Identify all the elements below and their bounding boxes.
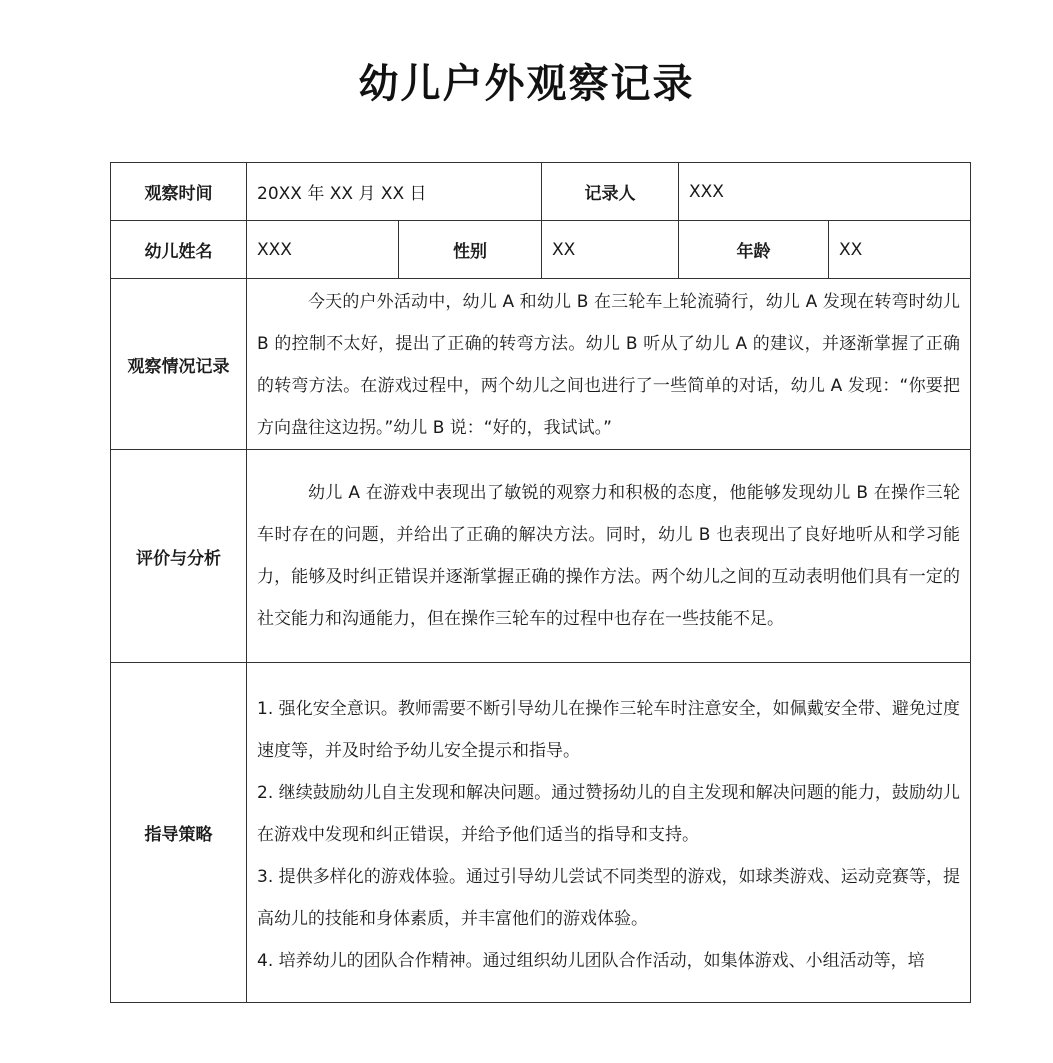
observation-time-label: 观察时间 [111, 163, 247, 221]
observation-record-label: 观察情况记录 [111, 279, 247, 450]
age-value: XX [829, 221, 971, 279]
observation-record-table [110, 162, 971, 1003]
strategy-item-4: 4. 培养幼儿的团队合作精神。通过组织幼儿团队合作活动，如集体游戏、小组活动等，培 [257, 950, 925, 971]
recorder-label: 记录人 [542, 163, 679, 221]
recorder-value: XXX [679, 163, 971, 221]
child-name-label: 幼儿姓名 [111, 221, 247, 279]
child-name-value: XXX [247, 221, 399, 279]
strategy-cell [247, 663, 971, 1003]
table-row-evaluation [111, 450, 971, 663]
age-label: 年龄 [679, 221, 829, 279]
table-row-strategy [111, 663, 971, 1003]
observation-record-text: 今天的户外活动中，幼儿 A 和幼儿 B 在三轮车上轮流骑行，幼儿 A 发现在转弯时幼儿 B 的控制不太好，提出了正确的转弯方法。幼儿 B 听从了幼儿 A 的建议，并逐渐掌握了正确的转弯方法。在游戏过程中，两个幼儿之间也进行了一些简单的对话，幼儿 A 发现：“你要把方向盘往这边拐。”幼儿 B 说：“好的，我试试。” [257, 292, 961, 438]
observation-time-value: 20XX 年 XX 月 XX 日 [247, 163, 542, 221]
table-row-time [111, 163, 971, 221]
gender-label: 性别 [399, 221, 542, 279]
evaluation-label: 评价与分析 [111, 450, 247, 663]
strategy-item-1: 1. 强化安全意识。教师需要不断引导幼儿在操作三轮车时注意安全，如佩戴安全带、避免过度速度等，并及时给予幼儿安全提示和指导。 [257, 698, 961, 761]
evaluation-text: 幼儿 A 在游戏中表现出了敏锐的观察力和积极的态度，他能够发现幼儿 B 在操作三轮车时存在的问题，并给出了正确的解决方法。同时，幼儿 B 也表现出了良好地听从和学习能力，能够及时纠正错误并逐渐掌握正确的操作方法。两个幼儿之间的互动表明他们具有一定的社交能力和沟通能力，但在操作三轮车的过程中也存在一些技能不足。 [257, 483, 961, 629]
evaluation-cell [247, 450, 971, 663]
observation-record-cell [247, 279, 971, 450]
strategy-item-3: 3. 提供多样化的游戏体验。通过引导幼儿尝试不同类型的游戏，如球类游戏、运动竞赛等，提高幼儿的技能和身体素质，并丰富他们的游戏体验。 [257, 866, 961, 929]
gender-value: XX [542, 221, 679, 279]
page-title: 幼儿户外观察记录 [358, 61, 695, 107]
table-row-child-info [111, 221, 971, 279]
strategy-item-2: 2. 继续鼓励幼儿自主发现和解决问题。通过赞扬幼儿的自主发现和解决问题的能力，鼓励幼儿在游戏中发现和纠正错误，并给予他们适当的指导和支持。 [257, 782, 961, 845]
strategy-label: 指导策略 [111, 663, 247, 1003]
table-row-observation [111, 279, 971, 450]
